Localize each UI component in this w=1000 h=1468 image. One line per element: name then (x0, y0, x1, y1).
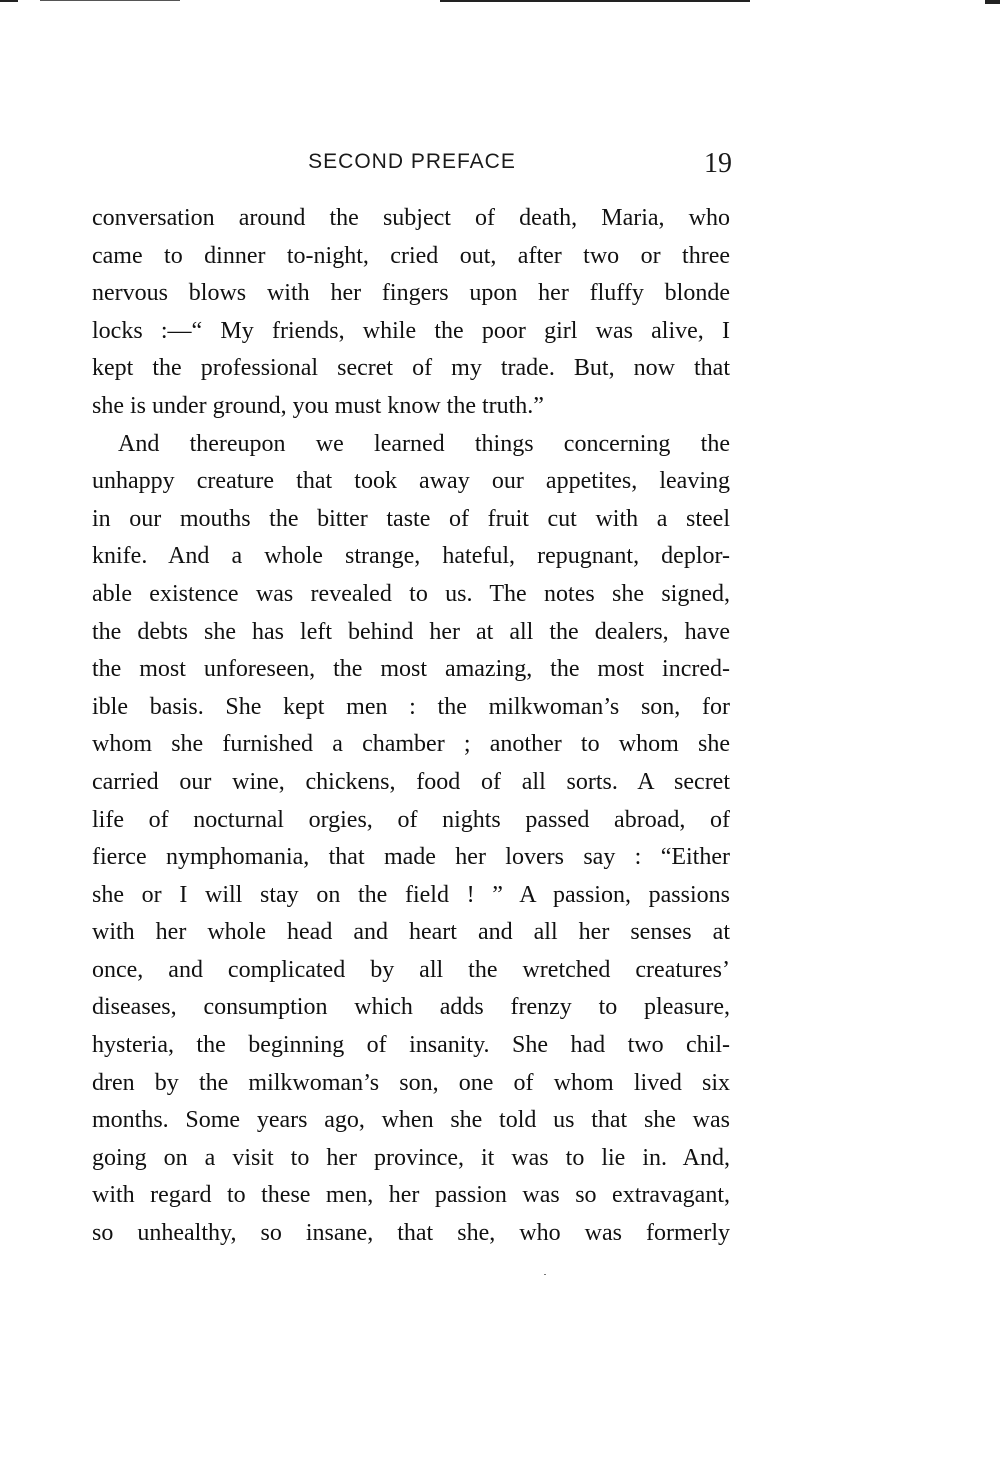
text-line: the debts she has left behind her at all the dealers, have (92, 618, 730, 645)
text-line: she is under ground, you must know the truth.” (92, 392, 544, 419)
scan-edge-mark (0, 0, 18, 2)
text-line: came to dinner to-night, cried out, after two or three (92, 242, 730, 269)
text-line: kept the professional secret of my trade. But, now that (92, 355, 730, 382)
text-line: months. Some years ago, when she told us that she was (92, 1107, 730, 1134)
text-line: going on a visit to her province, it was to lie in. And, (92, 1144, 730, 1171)
text-line: life of nocturnal orgies, of nights passed abroad, of (92, 806, 730, 833)
text-line: And thereupon we learned things concerning the (118, 430, 730, 457)
running-head: SECOND PREFACE (308, 150, 516, 173)
text-line: nervous blows with her fingers upon her fluffy blonde (92, 280, 730, 307)
scan-edge-mark (985, 0, 1000, 4)
paragraph (92, 200, 730, 426)
text-line: whom she furnished a chamber ; another to whom she (92, 731, 730, 758)
text-line: once, and complicated by all the wretched creatures’ (92, 956, 730, 983)
text-line: with her whole head and heart and all her senses at (92, 919, 730, 946)
text-line: knife. And a whole strange, hateful, repugnant, deplor- (92, 543, 730, 570)
text-line: locks :—“ My friends, while the poor girl was alive, I (92, 317, 730, 344)
text-line: hysteria, the beginning of insanity. She had two chil- (92, 1032, 730, 1059)
page-number: 19 (704, 148, 732, 179)
body-text (92, 200, 730, 1253)
text-line: ible basis. She kept men : the milkwoman’s son, for (92, 693, 730, 720)
scan-edge-mark (40, 0, 180, 1)
text-line: she or I will stay on the field ! ” A passion, passions (92, 881, 730, 908)
text-line: fierce nymphomania, that made her lovers say : “Either (92, 844, 730, 871)
page-header (92, 150, 732, 182)
text-line: able existence was revealed to us. The notes she signed, (92, 580, 730, 607)
text-line: diseases, consumption which adds frenzy to pleasure, (92, 994, 730, 1021)
text-line: carried our wine, chickens, food of all sorts. A secret (92, 768, 730, 795)
paragraph (92, 426, 730, 1253)
text-line: in our mouths the bitter taste of fruit cut with a steel (92, 505, 730, 532)
text-line: conversation around the subject of death, Maria, who (92, 205, 730, 231)
scan-edge-mark (440, 0, 750, 2)
scan-speck (544, 1274, 546, 1275)
text-line: dren by the milkwoman’s son, one of whom lived six (92, 1069, 730, 1096)
text-line: with regard to these men, her passion was so extravagant, (92, 1182, 730, 1209)
text-line: unhappy creature that took away our appetites, leaving (92, 468, 730, 495)
text-line: the most unforeseen, the most amazing, the most incred- (92, 656, 730, 683)
text-line: so unhealthy, so insane, that she, who was formerly (92, 1220, 730, 1247)
